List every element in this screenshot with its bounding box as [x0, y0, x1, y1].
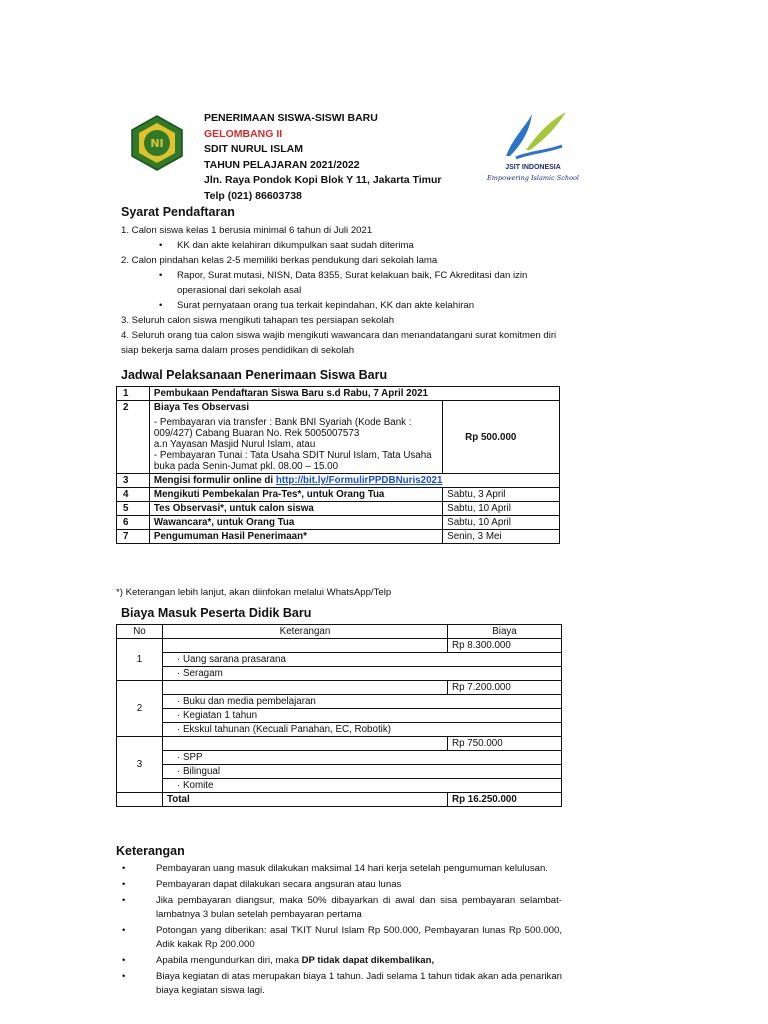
header-address: Jln. Raya Pondok Kopi Blok Y 11, Jakarta Timur [204, 174, 442, 186]
table-row: 5 Tes Observasi*, untuk calon siswa Sabtu, 10 April [117, 502, 560, 516]
table-row: 4 Mengikuti Pembekalan Pra-Tes*, untuk Orang Tua Sabtu, 3 April [117, 488, 560, 502]
table-row: · Seragam [117, 667, 562, 681]
header-school: SDIT NURUL ISLAM [204, 143, 303, 155]
keterangan-list [120, 862, 562, 1000]
table-row: 7 Pengumuman Hasil Penerimaan* Senin, 3 Mei [117, 530, 560, 544]
list-item: • Pembayaran uang masuk dilakukan maksimal 14 hari kerja setelah pengumuman kelulusan. [120, 862, 562, 876]
table-row: 1 Pembukaan Pendaftaran Siswa Baru s.d Rabu, 7 April 2021 [117, 387, 560, 401]
syarat-item: 3. Seluruh calon siswa mengikuti tahapan tes persiapan sekolah [121, 315, 395, 326]
header-gelombang: GELOMBANG II [204, 127, 283, 140]
table-row: · Uang sarana prasarana [117, 653, 562, 667]
svg-text:NI: NI [150, 137, 164, 150]
table-row: 6 Wawancara*, untuk Orang Tua Sabtu, 10 April [117, 516, 560, 530]
table-row: 2 Rp 7.200.000 [117, 681, 562, 695]
quill-icon [486, 106, 580, 164]
biaya-title: Biaya Masuk Peserta Didik Baru [121, 606, 312, 620]
table-row: 3 Rp 750.000 [117, 737, 562, 751]
form-link[interactable]: http://bit.ly/FormulirPPDBNuris2021 [275, 475, 443, 486]
table-row: · Kegiatan 1 tahun [117, 709, 562, 723]
syarat-bullet: • Rapor, Surat mutasi, NISN, Data 8355, Surat kelakuan baik, FC Akreditasi dan izin operasional dari sekolah asal [121, 268, 561, 298]
school-header [204, 111, 442, 204]
syarat-bullet: • KK dan akte kelahiran dikumpulkan saat sudah diterima [121, 238, 561, 253]
jsit-logo [486, 106, 580, 188]
syarat-bullet: • Surat pernyataan orang tua terkait kepindahan, KK dan akte kelahiran [121, 298, 561, 313]
table-header: No Keterangan Biaya [117, 625, 562, 639]
table-row: · Ekskul tahunan (Kecuali Panahan, EC, Robotik) [117, 723, 562, 737]
list-item: • Jika pembayaran diangsur, maka 50% dibayarkan di awal dan sisa pembayaran selambat-lambatnya 3 bulan setelah pembayaran pertama [120, 894, 562, 922]
jsit-name: JSIT INDONESIA [505, 164, 561, 171]
list-item: • Pembayaran dapat dilakukan secara angsuran atau lunas [120, 878, 562, 892]
table-row: · SPP [117, 751, 562, 765]
jsit-tagline: Empowering Islamic School [487, 174, 579, 182]
syarat-item: 2. Calon pindahan kelas 2-5 memiliki berkas pendukung dari sekolah lama [121, 255, 438, 266]
jadwal-table [116, 386, 560, 544]
keterangan-title: Keterangan [116, 844, 185, 858]
syarat-item: 1. Calon siswa kelas 1 berusia minimal 6 tahun di Juli 2021 [121, 225, 373, 236]
biaya-tes-value: Rp 500.000 [443, 401, 560, 474]
school-logo [128, 114, 186, 172]
list-item: • Apabila mengundurkan diri, maka DP tidak dapat dikembalikan, [120, 954, 562, 968]
list-item: • Potongan yang diberikan: asal TKIT Nurul Islam Rp 500.000, Pembayaran lunas Rp 500.000, Adik kakak Rp 200.000 [120, 924, 562, 952]
jadwal-title: Jadwal Pelaksanaan Penerimaan Siswa Baru [121, 368, 388, 382]
header-phone: Telp (021) 86603738 [204, 189, 302, 202]
table-row: · Buku dan media pembelajaran [117, 695, 562, 709]
jadwal-note: *) Keterangan lebih lanjut, akan diinfokan melalui WhatsApp/Telp [116, 587, 392, 598]
syarat-title: Syarat Pendaftaran [121, 205, 235, 219]
table-row: 2 Biaya Tes Observasi - Pembayaran via transfer : Bank BNI Syariah (Kode Bank : 009/427) Cabang Buaran No. Rek 5005007573 a.n Yayasan Masjid Nurul Islam, atau - Pembayaran Tunai : Tata Usaha SDIT Nurul Islam, Tata Usaha buka pada Senin-Jumat pkl. 08.00 – 15.00 Rp 500.000 [117, 401, 560, 474]
header-year: TAHUN PELAJARAN 2021/2022 [204, 158, 360, 171]
biaya-table [116, 624, 562, 807]
list-item: • Biaya kegiatan di atas merupakan biaya 1 tahun. Jadi selama 1 tahun tidak akan ada penarikan biaya kegiatan siswa lagi. [120, 970, 562, 998]
table-row: 1 Rp 8.300.000 [117, 639, 562, 653]
table-row: · Bilingual [117, 765, 562, 779]
syarat-list [121, 223, 561, 358]
total-row: Total Rp 16.250.000 [117, 793, 562, 807]
table-row: · Komite [117, 779, 562, 793]
syarat-item: 4. Seluruh orang tua calon siswa wajib mengikuti wawancara dan menandatangani surat komitmen diri siap bekerja sama dalam proses pendidikan di sekolah [121, 330, 557, 356]
table-row: 3 Mengisi formulir online di http://bit.ly/FormulirPPDBNuris2021 [117, 474, 560, 488]
header-title: PENERIMAAN SISWA-SISWI BARU [204, 112, 378, 124]
